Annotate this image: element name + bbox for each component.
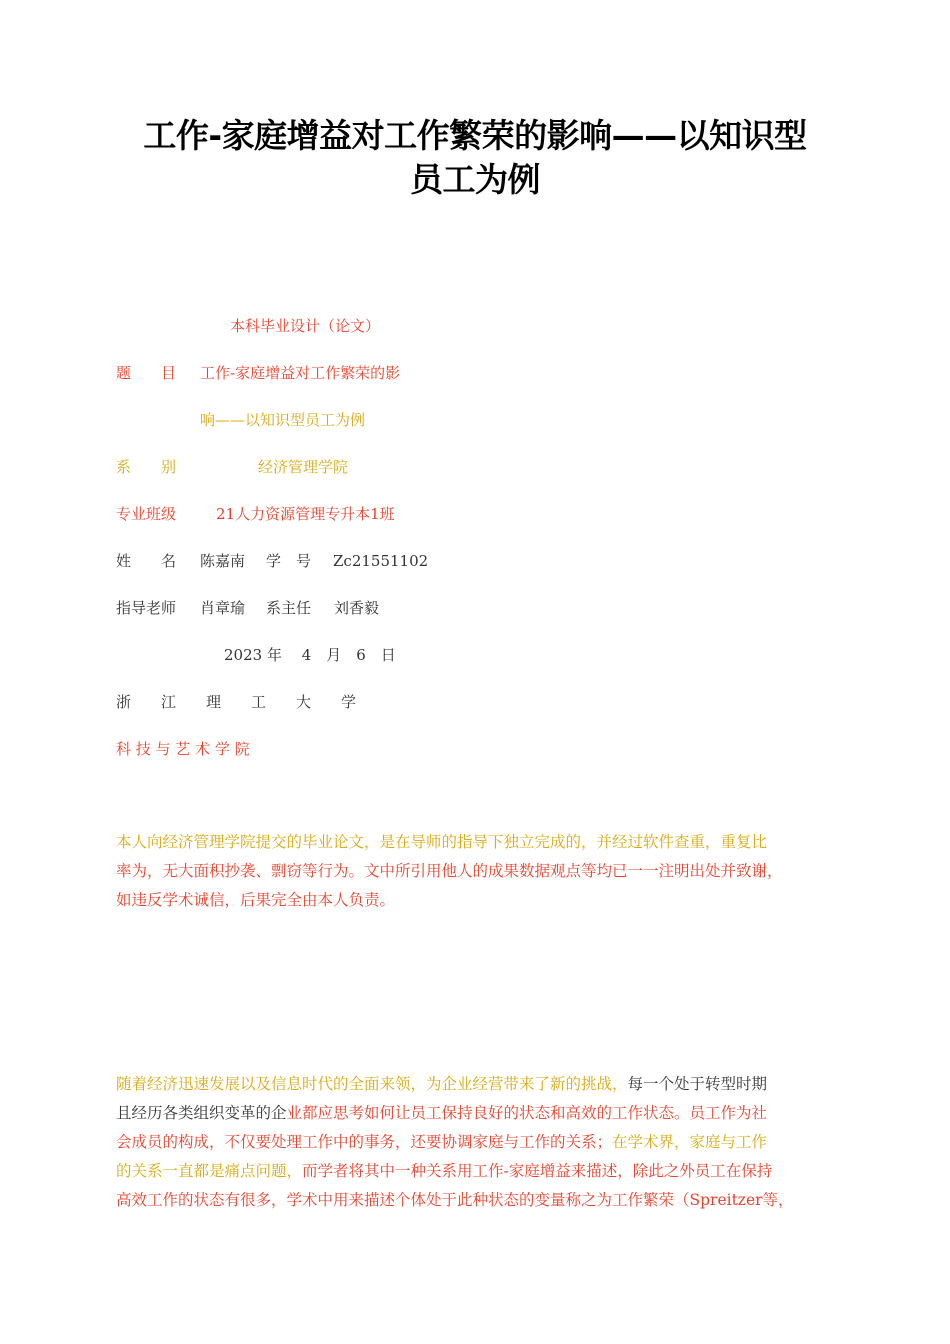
abstract-segment: 在学术界，家庭与工作 xyxy=(612,1133,768,1151)
department-value: 经济管理学院 xyxy=(258,458,349,476)
university-name: 浙 江 理 工 大 学 xyxy=(116,693,357,711)
abstract-line xyxy=(116,1157,856,1186)
dept-head-label: 系主任 xyxy=(266,599,312,617)
thesis-title xyxy=(60,114,890,202)
abstract-line xyxy=(116,1099,856,1128)
abstract-segment: 且经历各类组织变革的企 xyxy=(116,1104,287,1122)
advisor-label: 指导老师 xyxy=(116,599,177,617)
abstract-line xyxy=(116,1186,856,1215)
department-label: 系 别 xyxy=(116,458,177,476)
student-id-label: 学 号 xyxy=(266,552,312,570)
college-name: 科 技 与 艺 术 学 院 xyxy=(116,740,250,758)
topic-value-line-2: 响——以知识型员工为例 xyxy=(200,411,366,429)
abstract-segment: 的关系一直都是痛点问题， xyxy=(116,1162,303,1180)
declaration-line: 如违反学术诚信，后果完全由本人负责。 xyxy=(116,891,396,909)
name-label: 姓 名 xyxy=(116,552,177,570)
abstract-segment: 业都应思考如何让员工保持良好的状态和高效的工作状态。员工作为社 xyxy=(286,1104,768,1122)
student-id-value: Zc21551102 xyxy=(333,552,429,570)
declaration-line: 率为，无大面积抄袭、剽窃等行为。文中所引用他人的成果数据观点等均已一一注明出处并致谢， xyxy=(116,862,783,880)
declaration-line: 本人向经济管理学院提交的毕业论文，是在导师的指导下独立完成的，并经过软件查重，重复比 xyxy=(116,833,768,851)
class-value: 21人力资源管理专升本1班 xyxy=(216,505,395,523)
topic-value-line-1: 工作-家庭增益对工作繁荣的影 xyxy=(200,364,401,382)
abstract-segment: 而学者将其中一种关系用工作-家庭增益来描述，除此之外员工在保持 xyxy=(302,1162,773,1180)
abstract-segment: 高效工作的状态有很多，学术中用来描述个体处于此种状态的变量称之为工作繁荣（Spreitzer等， xyxy=(116,1191,794,1209)
abstract-line xyxy=(116,1070,856,1099)
abstract-paragraph xyxy=(116,1070,856,1215)
thesis-title-line-1: 工作-家庭增益对工作繁荣的影响——以知识型 xyxy=(143,116,807,155)
thesis-title-line-2: 员工为例 xyxy=(410,160,540,199)
abstract-line xyxy=(116,1128,856,1157)
abstract-segment: 会成员的构成，不仅要处理工作中的事务，还要协调家庭与工作的关系； xyxy=(116,1133,613,1151)
cover-heading: 本科毕业设计（论文） xyxy=(230,317,381,335)
topic-label: 题 目 xyxy=(116,364,177,382)
dept-head-value: 刘香毅 xyxy=(334,599,380,617)
submission-date: 2023 年 4 月 6 日 xyxy=(224,646,396,664)
advisor-value: 肖章瑜 xyxy=(200,599,246,617)
abstract-segment: 每一个处于转型时期 xyxy=(627,1075,768,1093)
class-label: 专业班级 xyxy=(116,505,177,523)
abstract-segment: 随着经济迅速发展以及信息时代的全面来领，为企业经营带来了新的挑战， xyxy=(116,1075,628,1093)
declaration-paragraph xyxy=(116,828,846,915)
name-value: 陈嘉南 xyxy=(200,552,246,570)
